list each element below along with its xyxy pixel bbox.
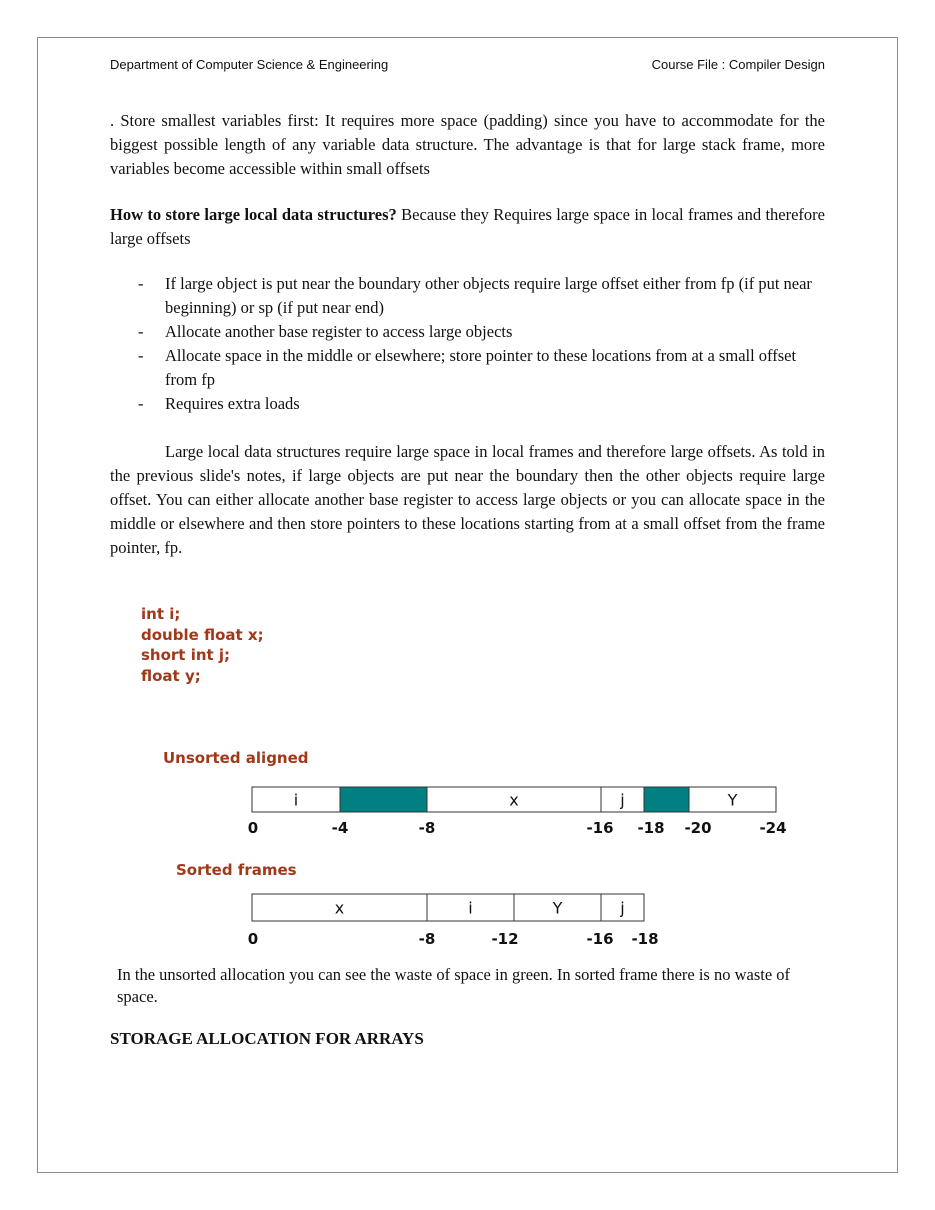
question-heading: How to store large local data structures? — [110, 205, 397, 224]
sorted-tick-label: -8 — [418, 930, 436, 948]
header-course-file: Course File : Compiler Design — [651, 57, 825, 72]
unsorted-tick-label: -8 — [418, 819, 436, 837]
unsorted-cell-label: i — [293, 790, 299, 810]
unsorted-tick-label: -16 — [586, 819, 614, 837]
bullet-text: Requires extra loads — [165, 394, 300, 413]
header-department: Department of Computer Science & Engineering — [110, 57, 389, 72]
bullet-text: Allocate another base register to access large objects — [165, 322, 513, 341]
unsorted-cell-label: j — [620, 790, 625, 810]
unsorted-tick-label: -20 — [684, 819, 712, 837]
unsorted-cell — [644, 787, 689, 812]
code-line: short int j; — [141, 646, 231, 664]
code-line: int i; — [141, 605, 181, 623]
figure-caption: In the unsorted allocation you can see the waste of space in green. In sorted frame there is no waste of space. — [117, 965, 791, 1006]
bullet-dash: - — [138, 394, 144, 413]
unsorted-tick-label: -18 — [637, 819, 665, 837]
code-line: double float x; — [141, 625, 264, 644]
sorted-tick-label: 0 — [247, 930, 259, 948]
unsorted-cell-label: x — [509, 790, 519, 810]
code-line: float y; — [141, 666, 201, 685]
section-heading: STORAGE ALLOCATION FOR ARRAYS — [110, 1029, 424, 1048]
bullet-dash: - — [138, 274, 144, 293]
bullet-dash: - — [138, 322, 144, 341]
question-answer: Because they Requires large space in local frames and therefore large offsets — [110, 205, 825, 248]
paragraph-large-offsets-explanation: Large local data structures require large space in local frames and therefore large offsets. As told in the previous slide's notes, if large objects are put near the boundary then the other objects require large offset. You can either allocate another base register to access large objects or you can allocate space in the middle or elsewhere and then store pointers to these locations starting from at a small offset from the frame pointer, fp. — [110, 442, 825, 557]
sorted-frames-label: Sorted frames — [176, 861, 297, 879]
sorted-cell-label: Y — [552, 898, 563, 918]
bullet-text: Allocate space in the middle or elsewhere; store pointer to these locations from at a small offset from fp — [165, 346, 797, 389]
sorted-cell-label: i — [468, 898, 473, 918]
sorted-tick-label: -12 — [491, 930, 519, 948]
unsorted-tick-label: 0 — [247, 819, 259, 837]
sorted-tick-label: -16 — [586, 930, 614, 948]
sorted-cell-label: x — [334, 898, 345, 918]
sorted-cell-label: j — [620, 898, 625, 918]
unsorted-cell-label: Y — [727, 790, 738, 810]
unsorted-aligned-label: Unsorted aligned — [163, 749, 309, 767]
bullet-dash: - — [138, 346, 144, 365]
unsorted-tick-label: -24 — [759, 819, 787, 837]
unsorted-cell — [340, 787, 427, 812]
bullet-text: If large object is put near the boundary other objects require large offset either from fp (if put near beginning) or sp (if put near end) — [165, 274, 812, 317]
unsorted-tick-label: -4 — [331, 819, 349, 837]
paragraph-store-smallest-first: . Store smallest variables first: It requires more space (padding) since you have to accommodate for the biggest possible length of any variable data structure. The advantage is that for large stack frame, more variables become accessible within small offsets — [110, 111, 825, 178]
sorted-tick-label: -18 — [631, 930, 659, 948]
